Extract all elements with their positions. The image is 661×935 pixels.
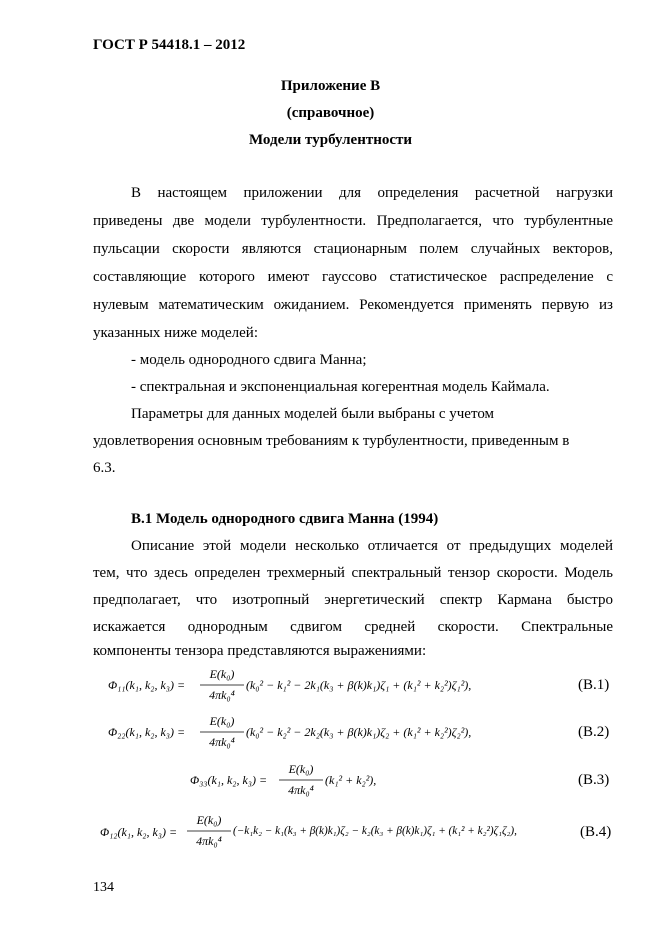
section-line: искажается однородным сдвигом средней скорости. Спектральные <box>93 619 613 635</box>
equation-number: (В.1) <box>578 677 610 693</box>
fraction-bar <box>200 684 244 686</box>
equation-body: (−k₁k₂ − k₁(k₃ + β(k)k₁)ζ₂ − k₂(k₃ + β(k)k₁)ζ₁ + (k₁² + k₂²)ζ₁ζ₂), <box>233 825 517 837</box>
section-line: предполагает, что изотропный энергетический спектр Кармана быстро <box>93 592 613 608</box>
fraction-bar <box>279 779 323 781</box>
section-heading: В.1 Модель однородного сдвига Манна (1994) <box>131 511 439 527</box>
intro-line: В настоящем приложении для определения расчетной нагрузки <box>131 185 613 201</box>
equation-numerator: E(k₀) <box>209 714 235 728</box>
intro-line: нулевым математическим ожиданием. Рекомендуется применять первую из <box>93 297 613 313</box>
fraction-bar <box>200 731 244 733</box>
list-item: - модель однородного сдвига Манна; <box>131 352 367 368</box>
fraction-bar <box>187 830 231 832</box>
equation-numerator: E(k₀) <box>196 813 222 827</box>
equation-numerator: E(k₀) <box>209 667 235 681</box>
equation-numerator: E(k₀) <box>288 762 314 776</box>
equation-number: (В.3) <box>578 772 610 788</box>
intro-line: указанных ниже моделей: <box>93 325 258 341</box>
params-line: 6.3. <box>93 460 116 476</box>
equation-lhs: Φ₁₂(k₁, k₂, k₃) = <box>100 825 178 839</box>
page-number: 134 <box>93 880 114 895</box>
params-line: удовлетворения основным требованиям к турбулентности, приведенным в <box>93 433 570 449</box>
appendix-subtitle: (справочное) <box>286 105 375 121</box>
appendix-name: Модели турбулентности <box>248 132 413 148</box>
section-line: компоненты тензора представляются выражениями: <box>93 643 427 659</box>
list-item: - спектральная и экспоненциальная когерентная модель Каймала. <box>131 379 550 395</box>
equation-lhs: Φ₂₂(k₁, k₂, k₃) = <box>108 725 186 739</box>
section-line: тем, что здесь определен трехмерный спектральный тензор скорости. Модель <box>93 565 613 581</box>
equation-denominator: 4πk₀⁴ <box>288 783 314 797</box>
equation-body: (k₀² − k₂² − 2k₂(k₃ + β(k)k₁)ζ₂ + (k₁² + k₂²)ζ₂²), <box>246 725 472 739</box>
equation-denominator: 4πk₀⁴ <box>209 688 235 702</box>
equation-denominator: 4πk₀⁴ <box>209 735 235 749</box>
equation-body: (k₁² + k₂²), <box>325 773 377 787</box>
appendix-title: Приложение В <box>280 78 381 94</box>
equation-body: (k₀² − k₁² − 2k₁(k₃ + β(k)k₁)ζ₁ + (k₁² + k₂²)ζ₁²), <box>246 678 472 692</box>
equation-number: (В.4) <box>580 824 612 840</box>
equation-lhs: Φ₁₁(k₁, k₂, k₃) = <box>108 678 186 692</box>
intro-line: приведены две модели турбулентности. Предполагается, что турбулентные <box>93 213 613 229</box>
equation-number: (В.2) <box>578 724 610 740</box>
intro-line: пульсации скорости являются стационарным полем случайных векторов, <box>93 241 613 257</box>
equation-denominator: 4πk₀⁴ <box>196 834 222 848</box>
params-line: Параметры для данных моделей были выбраны с учетом <box>131 406 495 422</box>
equation-lhs: Φ₃₃(k₁, k₂, k₃) = <box>190 773 268 787</box>
section-line: Описание этой модели несколько отличается от предыдущих моделей <box>131 538 613 554</box>
standard-header: ГОСТ Р 54418.1 – 2012 <box>93 37 246 53</box>
intro-line: составляющие которого имеют гауссово статистическое распределение с <box>93 269 613 285</box>
